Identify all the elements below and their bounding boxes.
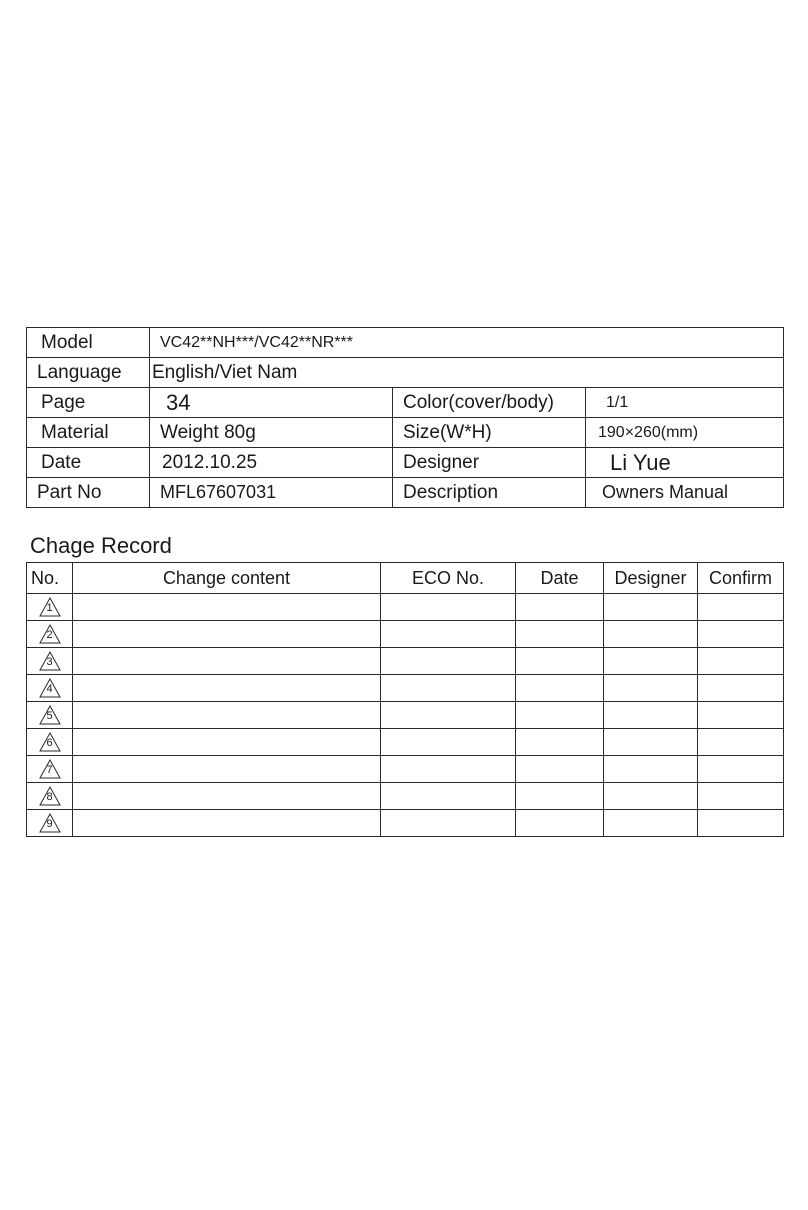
change-record-header-row [27,563,784,594]
table-row [27,648,784,675]
material-value: Weight 80g [150,418,393,448]
confirm-cell [698,702,784,729]
date-cell [516,702,604,729]
revision-number-cell [27,675,73,702]
change-content-cell [73,810,381,837]
revision-triangle-icon [39,813,61,833]
table-row [27,756,784,783]
header-no: No. [27,563,73,594]
eco-no-cell [381,783,516,810]
header-change-content: Change content [73,563,381,594]
revision-number: 4 [46,683,53,695]
size-value: 190×260(mm) [586,418,784,448]
eco-no-cell [381,729,516,756]
eco-no-cell [381,648,516,675]
part-number-value: MFL67607031 [150,478,393,508]
designer-cell [604,702,698,729]
revision-number: 2 [46,629,53,641]
date-cell [516,756,604,783]
revision-number: 6 [46,737,53,749]
revision-number: 5 [46,710,53,722]
language-row [27,358,784,388]
change-content-cell [73,594,381,621]
confirm-cell [698,783,784,810]
revision-triangle-icon [39,651,61,671]
material-label: Material [27,418,150,448]
revision-number-cell [27,594,73,621]
revision-triangle-icon [39,624,61,644]
confirm-cell [698,621,784,648]
change-record-title: Chage Record [30,533,172,558]
revision-triangle-icon [39,732,61,752]
designer-cell [604,810,698,837]
designer-cell [604,648,698,675]
revision-number-cell [27,648,73,675]
designer-value: Li Yue [586,448,784,478]
date-cell [516,621,604,648]
page-label: Page [27,388,150,418]
table-row [27,702,784,729]
designer-cell [604,675,698,702]
eco-no-cell [381,702,516,729]
date-cell [516,594,604,621]
header-date: Date [516,563,604,594]
eco-no-cell [381,675,516,702]
designer-cell [604,729,698,756]
model-label: Model [27,328,150,358]
revision-number-cell [27,621,73,648]
table-row [27,783,784,810]
revision-triangle-icon [39,759,61,779]
revision-number-cell [27,810,73,837]
designer-cell [604,594,698,621]
confirm-cell [698,810,784,837]
date-value: 2012.10.25 [150,448,393,478]
revision-triangle-icon [39,597,61,617]
model-value: VC42**NH***/VC42**NR*** [150,328,784,358]
eco-no-cell [381,594,516,621]
part-number-row [27,478,784,508]
confirm-cell [698,594,784,621]
revision-number-cell [27,702,73,729]
revision-number: 7 [46,764,53,776]
date-cell [516,729,604,756]
revision-number-cell [27,756,73,783]
table-row [27,729,784,756]
date-row [27,448,784,478]
date-cell [516,783,604,810]
model-row [27,328,784,358]
description-label: Description [393,478,586,508]
revision-number: 8 [46,791,53,803]
page-row [27,388,784,418]
header-confirm: Confirm [698,563,784,594]
designer-cell [604,621,698,648]
header-eco-no: ECO No. [381,563,516,594]
color-label: Color(cover/body) [393,388,586,418]
description-value: Owners Manual [586,478,784,508]
revision-triangle-icon [39,786,61,806]
revision-number-cell [27,783,73,810]
change-content-cell [73,621,381,648]
change-record-table [26,562,784,837]
part-number-label: Part No [27,478,150,508]
revision-triangle-icon [39,705,61,725]
confirm-cell [698,756,784,783]
designer-cell [604,756,698,783]
change-content-cell [73,648,381,675]
confirm-cell [698,648,784,675]
table-row [27,810,784,837]
change-content-cell [73,783,381,810]
color-value: 1/1 [586,388,784,418]
revision-number: 9 [46,818,53,830]
eco-no-cell [381,756,516,783]
confirm-cell [698,675,784,702]
confirm-cell [698,729,784,756]
table-row [27,675,784,702]
table-row [27,594,784,621]
language-label: Language [27,358,150,388]
date-cell [516,675,604,702]
change-content-cell [73,702,381,729]
eco-no-cell [381,621,516,648]
revision-triangle-icon [39,678,61,698]
change-content-cell [73,756,381,783]
document-info-table [26,327,784,508]
eco-no-cell [381,810,516,837]
designer-label: Designer [393,448,586,478]
page-value: 34 [150,388,393,418]
change-record-body [27,594,784,837]
size-label: Size(W*H) [393,418,586,448]
date-cell [516,648,604,675]
table-row [27,621,784,648]
change-content-cell [73,675,381,702]
revision-number: 1 [46,602,53,614]
date-label: Date [27,448,150,478]
change-content-cell [73,729,381,756]
designer-cell [604,783,698,810]
material-row [27,418,784,448]
header-designer: Designer [604,563,698,594]
revision-number: 3 [46,656,53,668]
revision-number-cell [27,729,73,756]
language-value: English/Viet Nam [150,358,784,388]
date-cell [516,810,604,837]
